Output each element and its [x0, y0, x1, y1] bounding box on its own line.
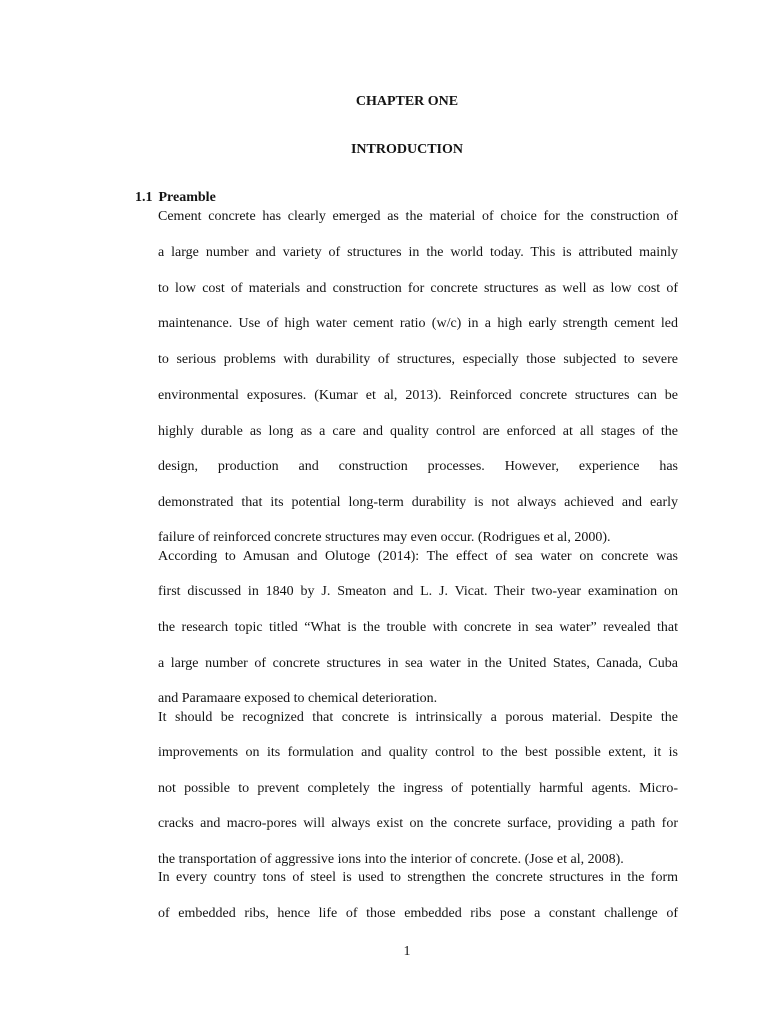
body-line: In every country tons of steel is used to strengthen the concrete structures in the form [158, 870, 678, 885]
body-line: to serious problems with durability of structures, especially those subjected to severe [158, 352, 678, 367]
body-line: cracks and macro-pores will always exist on the concrete surface, providing a path for [158, 816, 678, 831]
body-line: demonstrated that its potential long-term durability is not always achieved and early [158, 495, 678, 510]
body-line: design, production and construction processes. However, experience has [158, 459, 678, 474]
body-line: and Paramaare exposed to chemical deterioration. [158, 691, 438, 706]
body-line: to low cost of materials and construction for concrete structures as well as low cost of [158, 281, 678, 296]
chapter-title: CHAPTER ONE [355, 94, 459, 109]
body-line: Cement concrete has clearly emerged as the material of choice for the construction of [158, 209, 678, 224]
body-line: a large number of concrete structures in sea water in the United States, Canada, Cuba [158, 656, 678, 671]
introduction-title: INTRODUCTION [350, 142, 463, 157]
body-line: a large number and variety of structures in the world today. This is attributed mainly [158, 245, 678, 260]
section-title: Preamble [158, 190, 216, 205]
body-line: of embedded ribs, hence life of those embedded ribs pose a constant challenge of [158, 906, 678, 921]
body-line: failure of reinforced concrete structures may even occur. (Rodrigues et al, 2000). [158, 530, 611, 545]
body-line: improvements on its formulation and quality control to the best possible extent, it is [158, 745, 678, 760]
page-number: 1 [403, 944, 411, 959]
section-number: 1.1 [135, 190, 153, 205]
body-line: first discussed in 1840 by J. Smeaton and L. J. Vicat. Their two-year examination on [158, 584, 678, 599]
body-line: maintenance. Use of high water cement ratio (w/c) in a high early strength cement led [158, 316, 678, 331]
body-line: environmental exposures. (Kumar et al, 2013). Reinforced concrete structures can be [158, 388, 678, 403]
body-line: the research topic titled “What is the trouble with concrete in sea water” revealed that [158, 620, 678, 635]
body-line: It should be recognized that concrete is intrinsically a porous material. Despite the [158, 710, 678, 725]
body-line: not possible to prevent completely the ingress of potentially harmful agents. Micro- [158, 781, 678, 796]
section-heading [135, 189, 216, 207]
body-line: According to Amusan and Olutoge (2014): The effect of sea water on concrete was [158, 549, 678, 564]
body-line: highly durable as long as a care and quality control are enforced at all stages of the [158, 424, 678, 439]
body-line: the transportation of aggressive ions into the interior of concrete. (Jose et al, 2008). [158, 852, 624, 867]
